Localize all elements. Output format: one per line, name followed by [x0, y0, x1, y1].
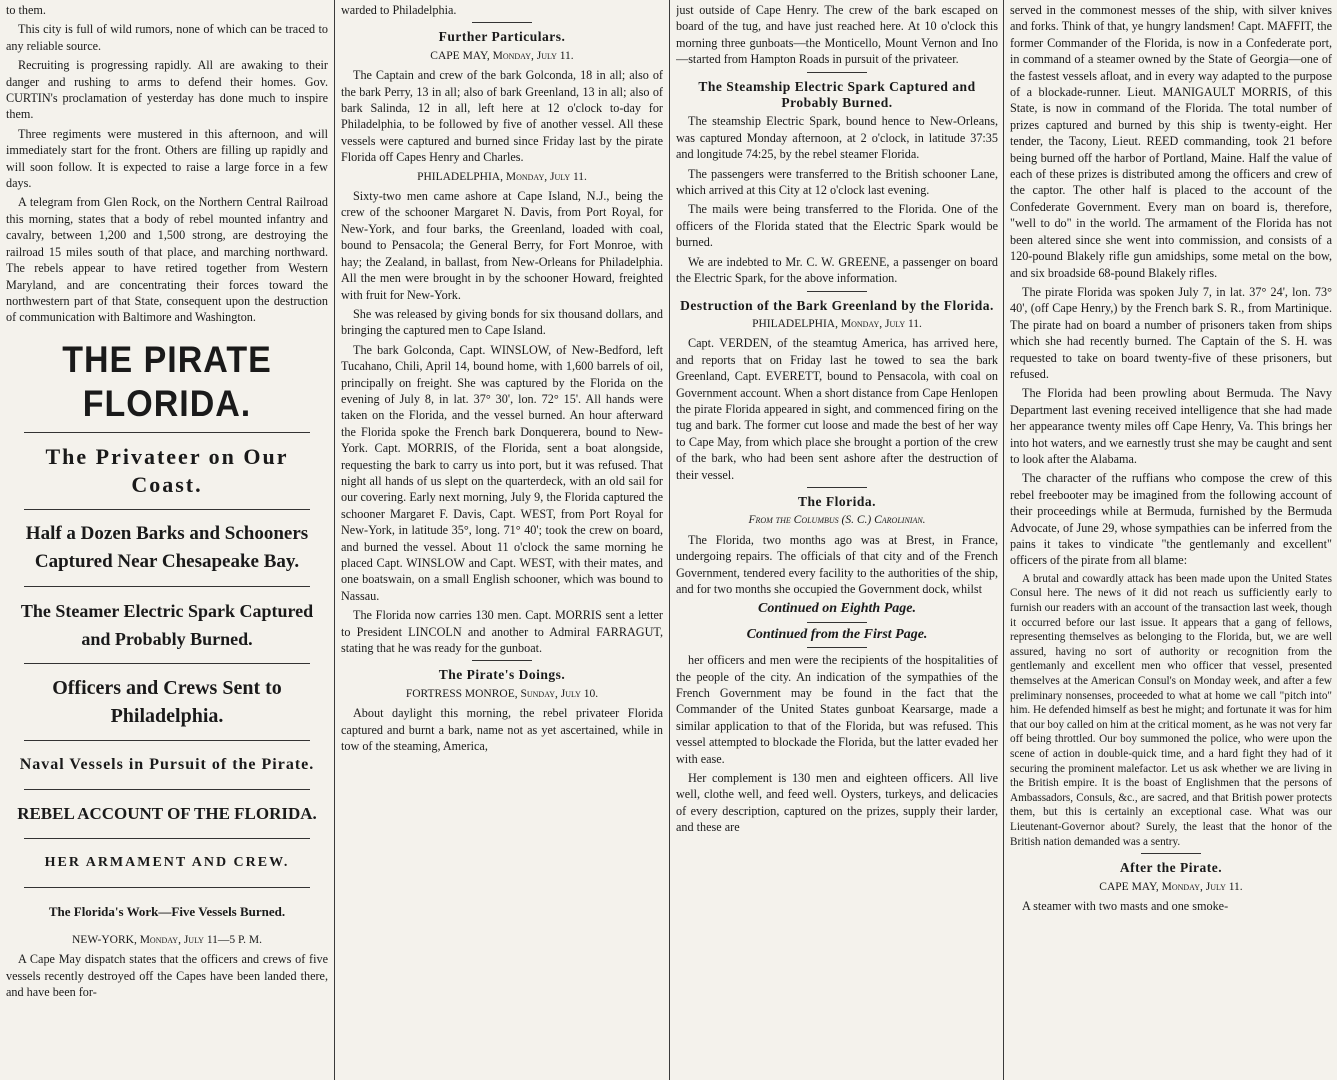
paragraph: The Captain and crew of the bark Golconda, 18 in all; also of the bark Perry, 13 in all; also of bark Greenland, 13 in all; also of bark Salinda, 12 in all, left here at 12 o'clock to-day for Philadelphia, to be followed by five of another vessel. All these vessels were captured and burned since Friday last by the pirate Florida off Capes Henry and Charles.	[341, 68, 663, 165]
divider	[24, 509, 310, 510]
divider	[807, 72, 867, 73]
divider	[472, 22, 532, 23]
divider	[24, 740, 310, 741]
paragraph: A telegram from Glen Rock, on the Northern Central Railroad this morning, states that a body of rebel mounted infantry and cavalry, between 1,200 and 1,500 strong, are destroying the railroad 15 miles south of that place, and marching northward. The rebels appear to have retired together from Western Maryland, and are concentrating their forces toward the northwestern part of that State, consequent upon the destruction of communication with Baltimore and Washington.	[6, 195, 328, 325]
section-heading: Destruction of the Bark Greenland by the Florida.	[680, 297, 994, 313]
paragraph: Three regiments were mustered in this afternoon, and will immediately start for the front. Others are filling up rapidly and will soon follow. It is expected to raise a large force in a few days.	[6, 126, 328, 191]
section-heading: The Florida.	[797, 493, 876, 509]
paragraph: just outside of Cape Henry. The crew of the bark escaped on board of the tug, and have just reached here. At 10 o'clock this morning three gunboats—the Monticello, Mount Vernon and Ino—started from Hampton Roads in pursuit of the privateer.	[676, 3, 998, 67]
paragraph: A steamer with two masts and one smoke-	[1022, 898, 1229, 913]
section-heading: After the Pirate.	[1119, 860, 1223, 876]
paragraph: Recruiting is progressing rapidly. All are awaking to their danger and rushing to arms to defend their homes. Gov. CURTIN's proclamation of yesterday has done much to inspire them.	[6, 58, 328, 122]
dateline: PHILADELPHIA, Monday, July 11.	[417, 170, 587, 183]
column-rule	[1003, 0, 1004, 1080]
divider	[807, 487, 867, 488]
divider	[1141, 853, 1201, 854]
paragraph: The Florida, two months ago was at Brest, in France, undergoing repairs. The officials of that city and of the French Government, tendered every facility to the authorities of the ship, and for two months she occupied the Government dock, whilst	[676, 532, 998, 596]
dateline: CAPE MAY, Monday, July 11.	[430, 49, 574, 62]
paragraph: Sixty-two men came ashore at Cape Island, N.J., being the crew of the schooner Margaret N. Davis, from Port Royal, for New-York, and four barks, the Greenland, loaded with coal, bound to Pensacola; the General Berry, for Fort Monroe, with hay; the Zealand, in ballast, from New-Orleans for Philadelphia. All the men were brought in by the schooner Howard, freighted with fruit for New-York.	[341, 189, 663, 302]
paragraph: warded to Philadelphia.	[341, 3, 457, 17]
paragraph: her officers and men were the recipients of the hospitalities of the people of the city. An indication of the sympathies of the French Government may be found in the fact that the Commander of the United States gunboat Kearsarge, made a similar application to that of the Florida, but was refused. This vessel attempted to blockade the Florida, but the latter evaded her with ease.	[676, 653, 998, 766]
section-heading: Further Particulars.	[438, 29, 566, 45]
paragraph: A brutal and cowardly attack has been made upon the United States Consul here. The news of it did not reach us sufficiently early to furnish our readers with an account of the transaction last week, though it occurred before our last issue. It appears that a gang of fellows, representing themselves as belonging to the Florida, but, we are well assured, having no sort of authority or recognition from the gentlemanly and excellent men who officer that vessel, presented themselves at the American Consul's on Monday week, and after a few preliminary nonsenses, proceeded to what at home we call "pitch into" him. He defended himself as best he might; and fortunate it was for him that our boy called on him at the critical moment, as he was not very far off being throttled. Our boy summoned the police, who were upon the scene of action in double-quick time, and a hard fight they had of it securing the prominent malefactor. Let us ask whether we are living in the British empire. It is the boast of Englishmen that the persons of Ambassadors, Consuls, &c., are sacred, and that British power protects them, but this is certainly an exceptional case. What was our Lieutenant-Governor about? Surely, the least that the honor of the British nation demanded was a sentry.	[1010, 572, 1332, 848]
paragraph: The character of the ruffians who compose the crew of this rebel freebooter may be imagined from the following account of their proceedings while at Bermuda, furnished by the Bermuda Advocate, of June 29, whose sympathies can be inferred from the pains it takes to vindicate "the gentlemanly and excellent" officers of the pirate from all blame:	[1010, 471, 1332, 568]
paragraph: A Cape May dispatch states that the officers and crews of five vessels recently destroyed off the Capes have been landed there, and have been for-	[6, 952, 328, 999]
divider	[24, 663, 310, 664]
paragraph: This city is full of wild rumors, none of which can be traced to any reliable source.	[6, 22, 328, 53]
column-rule	[669, 0, 670, 1080]
column-1	[6, 2, 328, 1080]
deck-headline: REBEL ACCOUNT OF THE FLORIDA.	[17, 803, 317, 823]
deck-headline: HER ARMAMENT AND CREW.	[44, 854, 290, 870]
paragraph: served in the commonest messes of the ship, with silver knives and forks. Think of that, ye hungry landsmen! Capt. MAFFIT, the former Commander of the Florida, is now in a Confederate port, in command of a steamer owned by the State of Georgia—one of the fastest vessels afloat, and in every way adapted to the purpose of a blockade-runner. Lieut. MANIGAULT MORRIS, of this State, is now in command of the Florida. The total number of prizes captured and burned by this ship is twenty-eight. Her tender, the Tacony, Lieut. REED commanding, took 21 before being burned off the harbor of Portland, Maine. Half the value of each of these prizes is distributed among the officers and crew of the captor. The other half is placed to the account of the Confederate Government. Every man on board is, therefore, "well to do" in the world. The armament of the Florida has not been altered since she went into commission, and consists of a 120-pound Blakely rifle gun amidships, some metal on the bow, and six broadside 68-pound Blakely rifles.	[1010, 3, 1332, 280]
column-rule	[334, 0, 335, 1080]
divider	[24, 838, 310, 839]
headline-main: THE PIRATE FLORIDA.	[62, 338, 272, 425]
divider	[24, 586, 310, 587]
divider	[807, 291, 867, 292]
deck-headline: Officers and Crews Sent to Philadelphia.	[52, 676, 282, 727]
paragraph: to them.	[6, 3, 46, 17]
paragraph: Her complement is 130 men and eighteen officers. All live well, clothe well, and feed well. Oysters, turkeys, and delicacies of every description, captured on the prizes, supply their larder, and these are	[676, 771, 998, 835]
divider	[472, 660, 532, 661]
paragraph: She was released by giving bonds for six thousand dollars, and bringing the captured men to Cape Island.	[341, 306, 663, 338]
deck-headline: The Steamer Electric Spark Captured and Probably Burned.	[20, 600, 314, 649]
section-heading: The Steamship Electric Spark Captured and Probably Burned.	[698, 78, 976, 111]
paragraph: The bark Golconda, Capt. WINSLOW, of New-Bedford, left Tucahano, Chili, April 14, bound home, with 1,600 barrels of oil, principally on freight. She was captured by the Florida on the evening of July 8, in lat. 37° 30', lon. 72° 15'. All hands were taken on the Florida, and the vessel burned. An hour afterward the Florida spoke the French bark Donquerera, bound to New-York. Capt. MORRIS, of the Florida, sent a boat alongside, requesting the bark to carry us into port, but it was refused. That night all hands of us slept on the quarterdeck, with an old sail for our covering. Early next morning, July 9, the Florida captured the schooner Margaret F. Davis, Capt. WEST, from Port Royal for New-York, in latitude 35°, long. 71° 40'; took the crew on board, and burned the vessel. About 11 o'clock the same morning he placed Capt. WINSLOW and Capt. WEST, with their mates, and one boatswain, on a small English schooner, which was bound to Nassau.	[341, 342, 663, 603]
continued-notice: Continued on Eighth Page.	[758, 601, 916, 617]
continued-notice: Continued from the First Page.	[746, 626, 928, 642]
dateline: CAPE MAY, Monday, July 11.	[1099, 880, 1243, 893]
paragraph: The Florida had been prowling about Bermuda. The Navy Department last evening received intelligence that she had made her appearance twenty miles off Cape Henry, Va. This brings her into hot waters, and we earnestly trust she may be caught and sent to look after the Alabama.	[1010, 386, 1332, 466]
divider	[807, 622, 867, 623]
paragraph: Capt. VERDEN, of the steamtug America, has arrived here, and reports that on Friday last he towed to sea the bark Greenland, Capt. EVERETT, bound to Pensacola, with coal on Government account. When a short distance from Cape Henlopen the pirate Florida appeared in sight, and commenced firing on the tug and bark. The former cut loose and made the best of her way to Cape May, from which place she brought a portion of the crew of the bark, who had been sent ashore after the destruction of their vessel.	[676, 336, 998, 482]
paragraph: The pirate Florida was spoken July 7, in lat. 37° 24', lon. 73° 40', (off Cape Henry,) by the French bark S. R., from Martinique. The pirate had on board a number of prisoners taken from ships which she had recently burned. The Captain of the S. H. was requested to take on board twenty-five of these prisoners, but refused.	[1010, 284, 1332, 381]
deck-headline: Half a Dozen Barks and Schooners Captured Near Chesapeake Bay.	[25, 522, 309, 572]
divider	[24, 789, 310, 790]
divider	[807, 647, 867, 648]
paragraph: About daylight this morning, the rebel privateer Florida captured and burnt a bark, name not as yet ascertained, while in tow of the steaming, America,	[341, 706, 663, 754]
divider	[24, 887, 310, 888]
section-heading: The Pirate's Doings.	[438, 667, 566, 683]
dateline: NEW-YORK, Monday, July 11—5 P. M.	[71, 933, 262, 946]
paragraph: The steamship Electric Spark, bound hence to New-Orleans, was captured Monday afternoon, at 2 o'clock, in latitude 37:35 and longitude 74:25, by the rebel steamer Florida.	[676, 114, 998, 162]
deck-headline: The Privateer on Our Coast.	[45, 443, 289, 497]
dateline: PHILADELPHIA, Monday, July 11.	[752, 317, 922, 330]
column-2	[341, 2, 663, 1080]
dateline: From the Columbus (S. C.) Carolinian.	[748, 514, 926, 527]
paragraph: The Florida now carries 130 men. Capt. MORRIS sent a letter to President LINCOLN and another to Admiral FARRAGUT, stating that he was ready for the gunboat.	[341, 608, 663, 656]
column-3	[676, 2, 998, 1080]
deck-headline: Naval Vessels in Pursuit of the Pirate.	[19, 755, 315, 773]
section-heading: The Florida's Work—Five Vessels Burned.	[48, 903, 286, 919]
paragraph: The mails were being transferred to the Florida. One of the officers of the Florida stated that the Electric Spark would be burned.	[676, 202, 998, 250]
paragraph: The passengers were transferred to the British schooner Lane, which arrived at this City at 12 o'clock last evening.	[676, 166, 998, 198]
dateline: FORTRESS MONROE, Sunday, July 10.	[405, 687, 599, 700]
column-4	[1010, 2, 1332, 1080]
divider	[24, 432, 310, 433]
paragraph: We are indebted to Mr. C. W. GREENE, a passenger on board the Electric Spark, for the above information.	[676, 254, 998, 286]
